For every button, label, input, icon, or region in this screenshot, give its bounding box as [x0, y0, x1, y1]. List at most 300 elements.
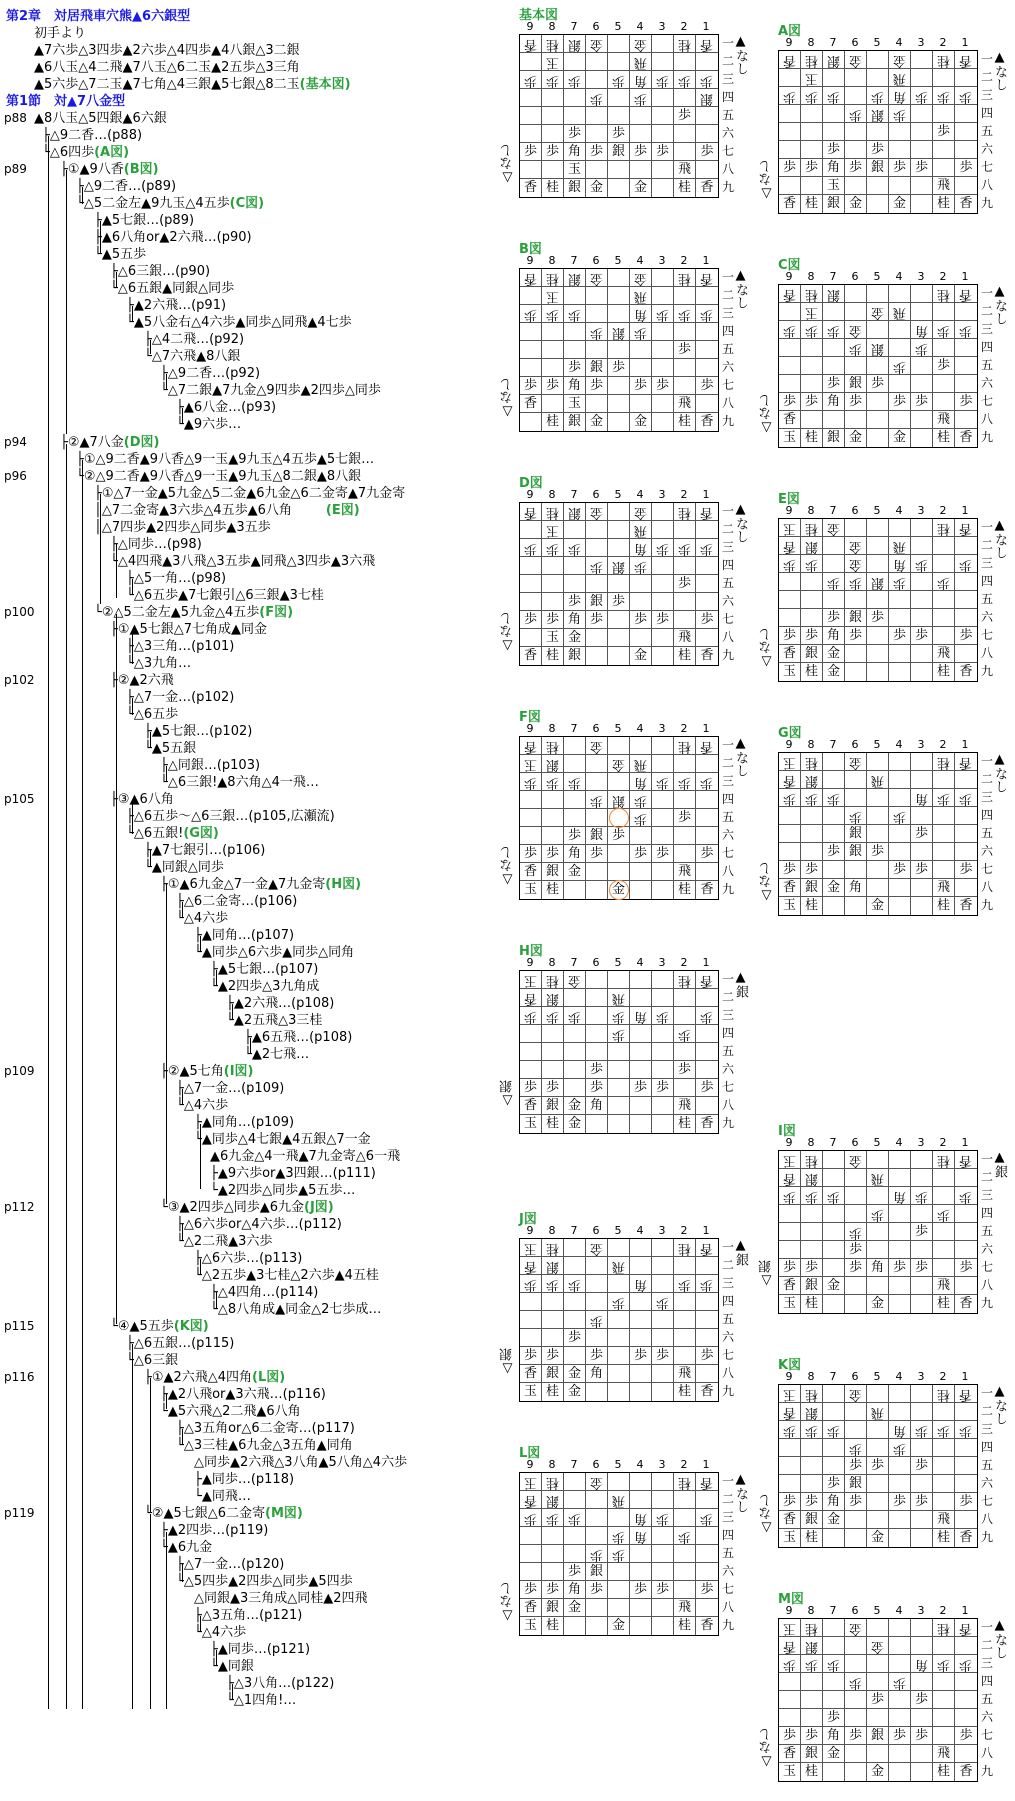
gote-piece: 歩	[655, 1511, 669, 1526]
gote-piece: 歩	[655, 1295, 669, 1310]
move-line	[144, 331, 244, 348]
move-text: △同歩▲2六飛△3八角▲5八角△4六歩	[194, 1455, 408, 1470]
board-square	[867, 285, 889, 303]
row-label: 一	[721, 1240, 734, 1254]
board-square	[608, 1365, 630, 1383]
board-square	[652, 125, 674, 143]
gote-piece: 玉	[545, 523, 559, 538]
board-square	[889, 861, 911, 879]
board-square	[867, 303, 889, 321]
sente-piece: 歩	[523, 378, 537, 393]
board-square	[586, 557, 608, 575]
row-label: 九	[980, 898, 993, 912]
board-square	[955, 573, 977, 591]
board-square	[696, 125, 718, 143]
board-square	[586, 1617, 608, 1635]
board-square	[696, 1079, 718, 1097]
column-label: 2	[939, 36, 947, 49]
sente-piece: 香	[700, 414, 714, 429]
sente-piece: 飛	[677, 1366, 691, 1381]
board-square	[674, 395, 696, 413]
sente-piece: 歩	[914, 394, 928, 409]
board-square	[801, 1223, 823, 1241]
gote-piece: 飛	[870, 773, 884, 788]
page-ref: p89	[4, 162, 27, 176]
board-square	[564, 1365, 586, 1383]
gote-piece: 香	[959, 1621, 973, 1636]
move-text: ├▲2六飛…(p91)	[126, 298, 227, 313]
board-square	[564, 1079, 586, 1097]
move-text: ├▲5七銀…(p89)	[94, 213, 195, 228]
board-square	[911, 1709, 933, 1727]
gote-piece: 金	[589, 1475, 603, 1490]
board-square	[674, 971, 696, 989]
gote-piece: 歩	[959, 1423, 973, 1438]
gote-piece: 桂	[936, 1387, 950, 1402]
row-label: 二	[721, 990, 734, 1004]
board-square	[564, 1599, 586, 1617]
row-label: 九	[980, 1296, 993, 1310]
gote-piece: 歩	[848, 107, 862, 122]
board-square	[630, 359, 652, 377]
board-square	[520, 989, 542, 1007]
gote-piece: 桂	[804, 521, 818, 536]
board-grid	[519, 268, 719, 432]
move-text: └▲6九金	[160, 1540, 213, 1555]
board-square	[586, 323, 608, 341]
sente-piece: 歩	[523, 846, 537, 861]
gote-piece: 桂	[936, 1153, 950, 1168]
gote-piece: 歩	[782, 557, 796, 572]
board-square	[520, 791, 542, 809]
sente-piece: 金	[870, 1296, 884, 1311]
board-square	[696, 575, 718, 593]
gote-piece: 歩	[545, 307, 559, 322]
row-label: 三	[980, 790, 993, 804]
row-label: 三	[980, 556, 993, 570]
board-square	[889, 1295, 911, 1313]
board-square	[586, 125, 608, 143]
sente-piece: 歩	[804, 628, 818, 643]
board-square	[779, 1277, 801, 1295]
board-square	[933, 1493, 955, 1511]
gote-piece: 香	[782, 1171, 796, 1186]
board-square	[630, 989, 652, 1007]
board-square	[630, 1617, 652, 1635]
move-text: └②△9二香▲9八香△9一玉▲9九玉△8二銀▲8八銀	[76, 469, 362, 484]
tree-connector	[150, 1378, 151, 1512]
board-square	[823, 771, 845, 789]
gote-piece: 歩	[567, 307, 581, 322]
sente-piece: 桂	[677, 1618, 691, 1633]
sente-piece: 金	[826, 646, 840, 661]
board-square	[520, 1293, 542, 1311]
move-line	[226, 1675, 334, 1692]
row-label: 四	[721, 1528, 734, 1542]
gote-piece: 歩	[826, 1189, 840, 1204]
board-square	[867, 1223, 889, 1241]
board-square	[845, 195, 867, 213]
gote-piece: 歩	[700, 1511, 714, 1526]
gote-piece: 金	[848, 323, 862, 338]
sente-piece: 歩	[914, 1224, 928, 1239]
board-square	[933, 357, 955, 375]
sente-piece: 歩	[567, 594, 581, 609]
board-square	[867, 609, 889, 627]
move-line	[126, 1335, 234, 1352]
board-square	[630, 413, 652, 431]
column-label: 7	[570, 1458, 578, 1471]
board-square	[674, 845, 696, 863]
board-square	[564, 359, 586, 377]
gote-piece: 歩	[804, 1423, 818, 1438]
gote-piece: 飛	[633, 757, 647, 772]
board-square	[630, 1115, 652, 1133]
move-line	[226, 1692, 296, 1709]
board-square	[933, 1403, 955, 1421]
board-square	[542, 755, 564, 773]
gote-piece: 飛	[611, 1259, 625, 1274]
sente-piece: 歩	[870, 844, 884, 859]
board-square	[630, 1347, 652, 1365]
page-ref: p115	[4, 1319, 35, 1333]
board-square	[889, 1763, 911, 1781]
board-square	[564, 989, 586, 1007]
move-line	[194, 927, 294, 944]
board-square	[520, 1545, 542, 1563]
board-square	[608, 413, 630, 431]
sente-piece: 銀	[804, 1512, 818, 1527]
sente-piece: 歩	[914, 1458, 928, 1473]
board-square	[955, 1637, 977, 1655]
gote-piece: 歩	[959, 1189, 973, 1204]
board-square	[542, 161, 564, 179]
gote-piece: 角	[914, 791, 928, 806]
board-square	[779, 1529, 801, 1547]
row-label: 七	[721, 846, 734, 860]
board-square	[823, 69, 845, 87]
sente-piece: 香	[959, 430, 973, 445]
board-square	[801, 69, 823, 87]
gote-piece: 飛	[892, 71, 906, 86]
board-square	[674, 413, 696, 431]
board-square	[564, 179, 586, 197]
gote-piece: 桂	[545, 37, 559, 52]
board-square	[674, 53, 696, 71]
board-square	[779, 591, 801, 609]
board-square	[845, 825, 867, 843]
row-label: 五	[721, 1546, 734, 1560]
board-square	[823, 1385, 845, 1403]
board-square	[955, 105, 977, 123]
gote-piece: 角	[892, 1423, 906, 1438]
board-square	[823, 645, 845, 663]
board-square	[779, 1295, 801, 1313]
board-square	[564, 395, 586, 413]
sente-piece: 歩	[870, 376, 884, 391]
sente-piece: 銀	[589, 360, 603, 375]
board-square	[955, 753, 977, 771]
sente-piece: 歩	[677, 1062, 691, 1077]
board-square	[955, 861, 977, 879]
move-text: ├▲6五飛…(p108)	[244, 1030, 353, 1045]
column-label: 1	[702, 254, 710, 267]
sente-piece: 歩	[523, 144, 537, 159]
board-square	[845, 555, 867, 573]
board-square	[652, 1025, 674, 1043]
column-label: 2	[680, 1224, 688, 1237]
board-square	[696, 359, 718, 377]
row-label: 一	[721, 504, 734, 518]
board-square	[542, 1563, 564, 1581]
board-square	[586, 1527, 608, 1545]
sente-piece: 歩	[892, 394, 906, 409]
gote-piece: 桂	[545, 1475, 559, 1490]
column-label: 6	[592, 956, 600, 969]
board-square	[652, 1491, 674, 1509]
column-label: 1	[961, 270, 969, 283]
board-square	[779, 1421, 801, 1439]
sente-piece: 歩	[589, 144, 603, 159]
board-square	[955, 591, 977, 609]
board-square	[845, 1457, 867, 1475]
board-square	[889, 807, 911, 825]
board-square	[564, 1527, 586, 1545]
gote-piece: 歩	[936, 323, 950, 338]
page-ref: p109	[4, 1064, 35, 1078]
sente-piece: 香	[523, 1366, 537, 1381]
sente-piece: 歩	[589, 378, 603, 393]
sente-piece: 歩	[700, 612, 714, 627]
sente-piece: 玉	[545, 630, 559, 645]
sente-piece: 桂	[545, 1618, 559, 1633]
sente-piece: 香	[700, 1384, 714, 1399]
row-label: 三	[721, 72, 734, 86]
gote-piece: 歩	[826, 323, 840, 338]
board-square	[652, 107, 674, 125]
board-square	[674, 89, 696, 107]
sente-piece: 歩	[959, 1494, 973, 1509]
board-square	[520, 1365, 542, 1383]
board-square	[955, 843, 977, 861]
column-label: 9	[526, 722, 534, 735]
sente-piece: 歩	[545, 1348, 559, 1363]
board-square	[779, 1205, 801, 1223]
board-square	[955, 1691, 977, 1709]
sente-piece: 香	[700, 648, 714, 663]
board-square	[586, 287, 608, 305]
column-label: 1	[961, 1604, 969, 1617]
sente-piece: 玉	[523, 882, 537, 897]
move-text: │△7四歩▲2四歩△同歩▲3五歩	[94, 520, 271, 535]
gote-piece: 玉	[782, 755, 796, 770]
board-square	[779, 1241, 801, 1259]
gote-piece: 角	[914, 323, 928, 338]
sente-piece: 桂	[804, 430, 818, 445]
board-square	[801, 105, 823, 123]
gote-piece: 銀	[545, 1259, 559, 1274]
sente-piece: 歩	[848, 1260, 862, 1275]
board-square	[630, 269, 652, 287]
board-square	[823, 537, 845, 555]
sente-piece: 歩	[848, 1494, 862, 1509]
column-label: 9	[526, 20, 534, 33]
board-square	[955, 663, 977, 681]
board-square	[696, 773, 718, 791]
board-square	[779, 519, 801, 537]
board-square	[911, 807, 933, 825]
row-label: 五	[721, 1312, 734, 1326]
board-square	[801, 375, 823, 393]
board-square	[630, 755, 652, 773]
row-label: 八	[980, 1278, 993, 1292]
gote-piece: 金	[848, 755, 862, 770]
gote-piece: 飛	[633, 55, 647, 70]
move-text: ├②▲2六飛	[110, 673, 174, 688]
move-line	[126, 587, 324, 604]
sente-piece: 金	[892, 430, 906, 445]
sente-hand: ▲なし	[992, 752, 1007, 793]
move-line	[194, 1590, 368, 1607]
sente-piece: 歩	[826, 610, 840, 625]
sente-piece: 歩	[959, 160, 973, 175]
board-square	[586, 1079, 608, 1097]
board-square	[542, 1365, 564, 1383]
column-label: 4	[636, 488, 644, 501]
board-square	[889, 159, 911, 177]
board-square	[801, 1691, 823, 1709]
board-square	[933, 1295, 955, 1313]
move-line	[176, 1216, 342, 1233]
move-line	[34, 76, 351, 93]
gote-piece: 桂	[545, 271, 559, 286]
tree-connector	[150, 340, 151, 354]
board-square	[867, 1295, 889, 1313]
column-label: 4	[636, 254, 644, 267]
board-square	[586, 845, 608, 863]
gote-piece: 香	[700, 739, 714, 754]
board-square	[564, 1383, 586, 1401]
gote-piece: 歩	[700, 1277, 714, 1292]
board-square	[779, 1187, 801, 1205]
gote-hand: △銀	[759, 1260, 774, 1288]
row-label: 一	[721, 972, 734, 986]
board-square	[586, 161, 608, 179]
move-text: ▲5六歩△7二玉▲7七角△4三銀▲5七銀△8二玉	[34, 77, 300, 92]
board-grid	[778, 50, 978, 214]
board-square	[823, 843, 845, 861]
move-text: └△6三銀	[126, 1353, 179, 1368]
sente-piece: 歩	[567, 1330, 581, 1345]
board-square	[696, 1599, 718, 1617]
board-square	[542, 1115, 564, 1133]
column-label: 5	[873, 504, 881, 517]
row-label: 三	[980, 1656, 993, 1670]
row-label: 九	[980, 430, 993, 444]
board-square	[652, 1239, 674, 1257]
move-text: ├△6五歩〜△6三銀…(p105,広瀬流)	[126, 809, 335, 824]
column-label: 6	[592, 722, 600, 735]
board-square	[630, 845, 652, 863]
board-square	[955, 321, 977, 339]
sente-piece: 歩	[700, 1348, 714, 1363]
board-square	[630, 1061, 652, 1079]
row-label: 三	[721, 1008, 734, 1022]
board-square	[520, 71, 542, 89]
board-square	[933, 195, 955, 213]
move-line	[176, 416, 241, 433]
board-square	[779, 1511, 801, 1529]
sente-piece: 角	[589, 1098, 603, 1113]
board-square	[867, 573, 889, 591]
board-square	[823, 159, 845, 177]
sente-piece: 香	[782, 1512, 796, 1527]
gote-piece: 桂	[804, 1387, 818, 1402]
move-text: └▲2七飛…	[244, 1047, 310, 1062]
board-square	[674, 1007, 696, 1025]
board-square	[867, 897, 889, 915]
sente-piece: 歩	[914, 1494, 928, 1509]
board-square	[608, 359, 630, 377]
board-square	[801, 141, 823, 159]
sente-piece: 玉	[782, 1296, 796, 1311]
board-square	[564, 1473, 586, 1491]
tree-connector	[182, 1564, 183, 1582]
board-square	[911, 393, 933, 411]
column-label: 6	[851, 36, 859, 49]
board-square	[520, 593, 542, 611]
row-label: 四	[980, 1206, 993, 1220]
board-square	[889, 375, 911, 393]
board-square	[630, 1239, 652, 1257]
sente-piece: 銀	[826, 196, 840, 211]
board-square	[542, 1581, 564, 1599]
board-square	[630, 809, 652, 827]
column-label: 5	[873, 36, 881, 49]
gote-piece: 角	[633, 1277, 647, 1292]
gote-piece: 銀	[826, 287, 840, 302]
board-square	[696, 71, 718, 89]
board-square	[564, 1043, 586, 1061]
board-square	[801, 1763, 823, 1781]
board-square	[564, 323, 586, 341]
move-text: ├②▲5七角	[160, 1064, 224, 1079]
board-square	[564, 575, 586, 593]
gote-piece: 銀	[804, 1171, 818, 1186]
gote-piece: 金	[848, 1153, 862, 1168]
board-square	[911, 1475, 933, 1493]
board-square	[823, 1277, 845, 1295]
board-square	[889, 1259, 911, 1277]
gote-piece: 歩	[826, 1657, 840, 1672]
tree-connector	[132, 800, 133, 834]
board-square	[933, 1727, 955, 1745]
sente-piece: 歩	[567, 1564, 581, 1579]
row-label: 四	[980, 808, 993, 822]
board-square	[630, 737, 652, 755]
sente-piece: 歩	[700, 144, 714, 159]
board-square	[674, 1581, 696, 1599]
gote-piece: 香	[523, 739, 537, 754]
board-square	[823, 1691, 845, 1709]
gote-piece: 玉	[523, 757, 537, 772]
gote-piece: 桂	[677, 37, 691, 52]
column-label: 4	[636, 956, 644, 969]
sente-piece: 桂	[545, 648, 559, 663]
row-label: 四	[980, 574, 993, 588]
move-text: └△6五歩▲7七銀引△6三銀▲3七桂	[126, 588, 324, 603]
board-square	[889, 141, 911, 159]
